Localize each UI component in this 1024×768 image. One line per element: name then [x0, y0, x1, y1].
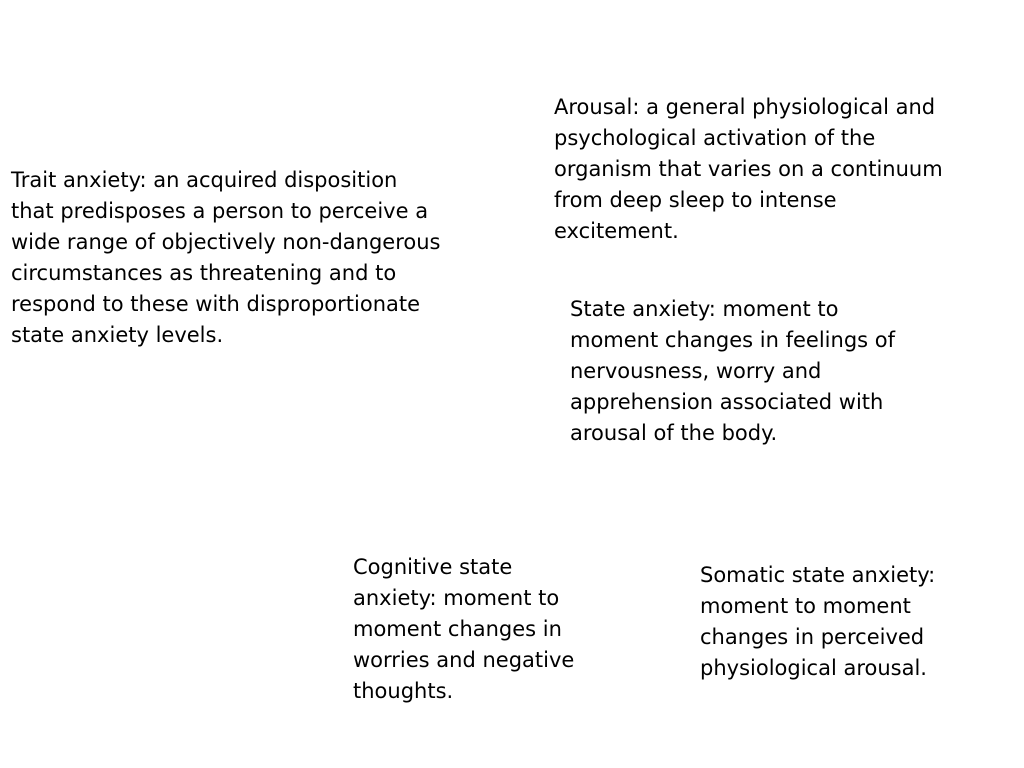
somatic-state-anxiety-definition: Somatic state anxiety: moment to moment changes in perceived physiological arousal.: [700, 563, 936, 680]
arousal-definition: Arousal: a general physiological and psychological activation of the organism that varies on a continuum from deep sleep to intense excitement.: [554, 95, 943, 243]
trait-anxiety-definition: Trait anxiety: an acquired disposition that predisposes a person to perceive a wide range of objectively non-dangerous circumstances as threatening and to respond to these with disproportionate state anxiety levels.: [11, 168, 441, 347]
cognitive-state-anxiety-definition: Cognitive state anxiety: moment to moment changes in worries and negative thoughts.: [353, 555, 575, 703]
state-anxiety-definition: State anxiety: moment to moment changes in feelings of nervousness, worry and apprehension associated with arousal of the body.: [570, 297, 896, 445]
